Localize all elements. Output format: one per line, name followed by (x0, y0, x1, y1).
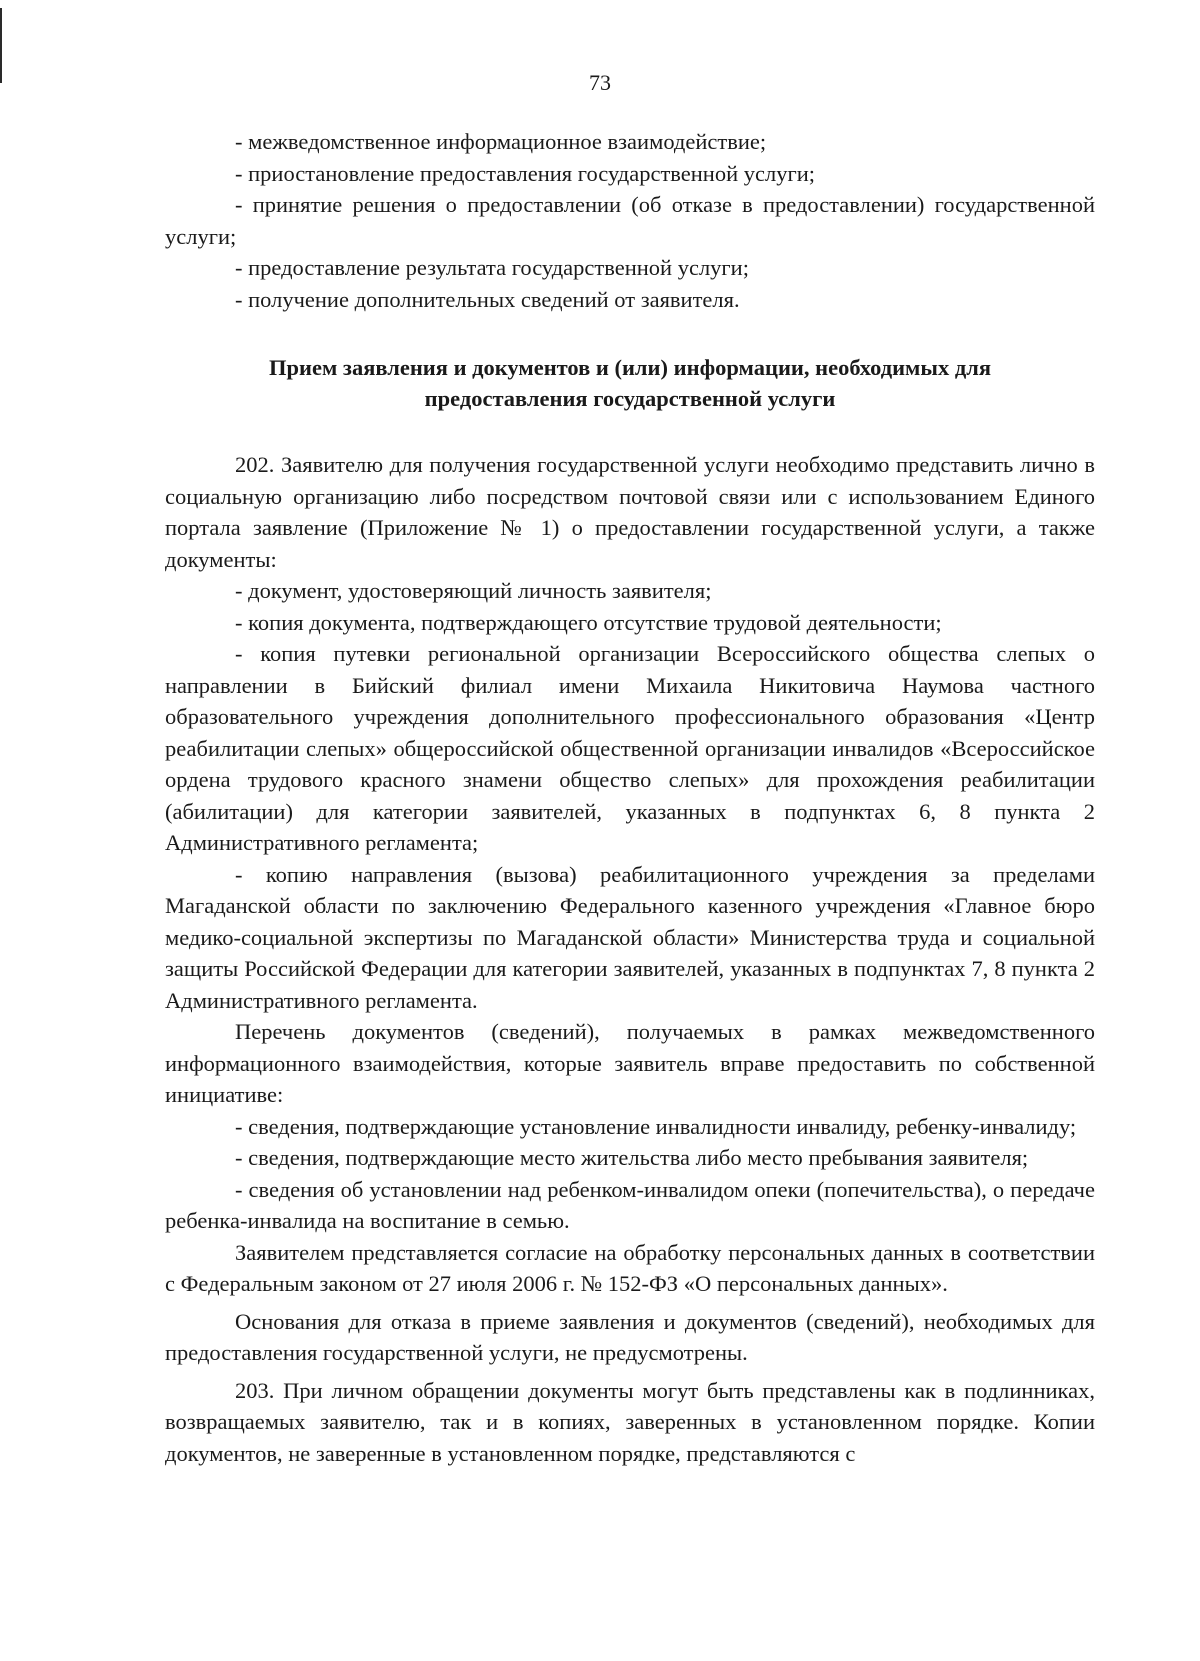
list-item-decision: - принятие решения о предоставлении (об отказе в предоставлении) государственной услуги; (165, 192, 1095, 249)
paragraph-202: 202. Заявителю для получения государственной услуги необходимо представить лично в социальную организацию либо посредством почтовой связи или с использованием Единого портала заявление (Приложение № 1) о предоставлении государственной услуги, а также документы: (165, 452, 1095, 572)
document-item-referral: - копию направления (вызова) реабилитационного учреждения за пределами Магаданской области по заключению Федерального казенного учреждения «Главное бюро медико-социальной экспертизы по Магаданской области» Министерства труда и социальной защиты Российской Федерации для категории заявителей, указанных в подпунктах 7, 8 пункта 2 Административного регламента. (165, 861, 1095, 1013)
section-heading (165, 352, 1095, 414)
document-item-identity: - документ, удостоверяющий личность заявителя; (235, 578, 712, 603)
interagency-intro: Перечень документов (сведений), получаемых в рамках межведомственного информационного взаимодействия, которые заявитель вправе предоставить по собственной инициативе: (165, 1019, 1095, 1107)
document-body (165, 126, 1095, 1469)
list-item-result: - предоставление результата государственной услуги; (235, 255, 749, 280)
info-item-guardianship: - сведения об установлении над ребенком-инвалидом опеки (попечительства), о передаче ребенка-инвалида на воспитание в семью. (165, 1176, 1095, 1233)
consent-paragraph: Заявителем представляется согласие на обработку персональных данных в соответствии с Федеральным законом от 27 июля 2006 г. № 152-ФЗ «О персональных данных». (165, 1239, 1095, 1296)
list-item-interagency: - межведомственное информационное взаимодействие; (235, 129, 767, 154)
list-item-additional-info: - получение дополнительных сведений от заявителя. (235, 286, 740, 312)
refusal-paragraph: Основания для отказа в приеме заявления и документов (сведений), необходимых для предоставления государственной услуги, не предусмотрены. (165, 1308, 1095, 1365)
section-heading-line-1: Прием заявления и документов и (или) информации, необходимых для (269, 355, 991, 380)
section-heading-line-2: предоставления государственной услуги (424, 386, 836, 411)
document-item-no-employment: - копия документа, подтверждающего отсутствие трудовой деятельности; (235, 609, 942, 635)
info-item-residence: - сведения, подтверждающие место жительства либо место пребывания заявителя; (235, 1145, 1029, 1170)
paragraph-203: 203. При личном обращении документы могут быть представлены как в подлинниках, возвращаемых заявителю, так и в копиях, заверенных в установленном порядке. Копии документов, не заверенные в установленном порядке, представляются с (165, 1377, 1095, 1466)
page-number: 73 (589, 70, 611, 95)
list-item-suspension: - приостановление предоставления государственной услуги; (235, 160, 816, 186)
document-item-voucher: - копия путевки региональной организации Всероссийского общества слепых о направлении в Бийский филиал имени Михаила Никитовича Наумова частного образовательного учреждения дополнительного профессионального образования «Центр реабилитации слепых» общероссийской общественной организации инвалидов «Всероссийское ордена трудового красного знамени общество слепых» для прохождения реабилитации (абилитации) для категории заявителей, указанных в подпунктах 6, 8 пункта 2 Административного регламента; (165, 641, 1095, 855)
info-item-disability: - сведения, подтверждающие установление инвалидности инвалиду, ребенку-инвалиду; (235, 1113, 1077, 1139)
